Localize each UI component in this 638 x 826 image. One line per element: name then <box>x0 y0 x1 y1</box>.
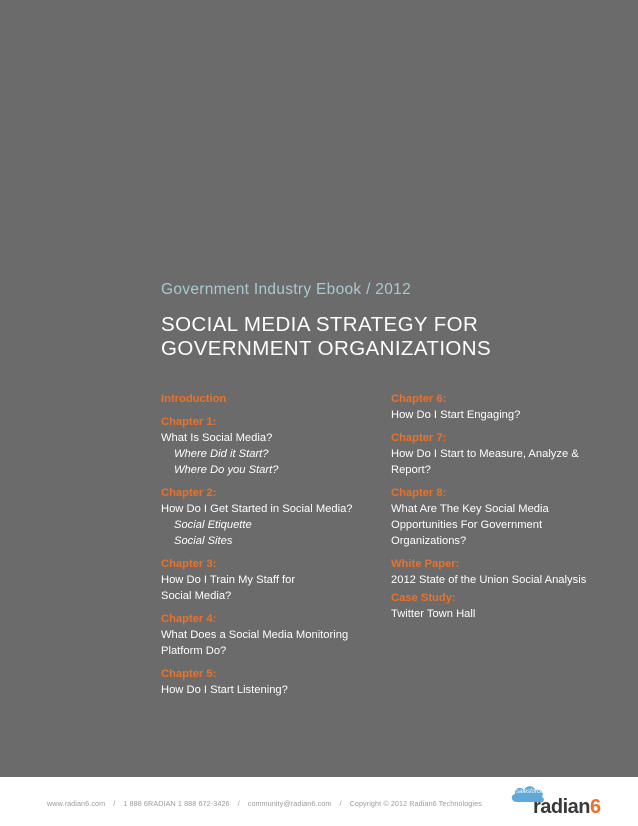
toc-title: What Are The Key Social Media <box>391 503 549 515</box>
toc-heading: Chapter 3: <box>161 558 217 570</box>
toc-subtitle: Social Sites <box>174 535 233 547</box>
toc-heading: Chapter 4: <box>161 613 217 625</box>
toc-subtitle: Where Did it Start? <box>174 448 269 460</box>
toc-heading: Chapter 6: <box>391 393 447 405</box>
footer-contact-line <box>47 799 482 808</box>
toc-title: What Does a Social Media Monitoring <box>161 629 349 641</box>
toc-left-column <box>161 391 401 705</box>
toc-chapter-7 <box>391 430 631 478</box>
radian6-wordmark <box>533 796 601 819</box>
toc-white-paper <box>391 556 631 588</box>
toc-introduction <box>161 391 401 407</box>
toc-title: 2012 State of the Union Social Analysis <box>391 574 587 586</box>
toc-chapter-4 <box>161 611 401 659</box>
toc-title: Report? <box>391 464 431 476</box>
toc-heading: Chapter 1: <box>161 416 217 428</box>
toc-title: How Do I Get Started in Social Media? <box>161 503 353 515</box>
footer-separator: / <box>237 799 240 808</box>
toc-case-study <box>391 590 631 622</box>
logo-digit: 6 <box>590 796 601 818</box>
footer-email-link[interactable]: community@radian6.com <box>247 799 332 808</box>
toc-heading: Chapter 2: <box>161 487 217 499</box>
toc-title: How Do I Start Engaging? <box>391 409 521 421</box>
salesforce-label: salesforce <box>516 789 544 795</box>
ebook-subtitle: Government Industry Ebook / 2012 <box>161 281 411 298</box>
toc-title: Twitter Town Hall <box>391 608 476 620</box>
toc-heading: Chapter 5: <box>161 668 217 680</box>
ebook-title <box>161 313 491 361</box>
footer-copyright: Copyright © 2012 Radian6 Technologies <box>349 799 482 808</box>
toc-chapter-5 <box>161 666 401 698</box>
toc-chapter-6 <box>391 391 631 423</box>
toc-heading: White Paper: <box>391 558 460 570</box>
toc-heading: Chapter 8: <box>391 487 447 499</box>
footer-separator: / <box>339 799 342 808</box>
toc-title: Social Media? <box>161 590 232 602</box>
toc-subtitle: Where Do you Start? <box>174 464 279 476</box>
toc-title: Opportunities For Government <box>391 519 543 531</box>
toc-title: How Do I Train My Staff for <box>161 574 296 586</box>
toc-title: How Do I Start to Measure, Analyze & <box>391 448 579 460</box>
toc-title: How Do I Start Listening? <box>161 684 288 696</box>
toc-chapter-2 <box>161 485 401 549</box>
toc-heading: Chapter 7: <box>391 432 447 444</box>
toc-chapter-3 <box>161 556 401 604</box>
toc-chapter-1 <box>161 414 401 478</box>
toc-title: Platform Do? <box>161 645 227 657</box>
toc-title: What Is Social Media? <box>161 432 273 444</box>
toc-chapter-8 <box>391 485 631 549</box>
logo-word-text: radian <box>533 796 591 818</box>
toc-right-column <box>391 391 631 629</box>
radian6-logo <box>508 782 608 820</box>
toc-title: Organizations? <box>391 535 467 547</box>
footer-separator: / <box>113 799 116 808</box>
footer-website-link[interactable]: www.radian6.com <box>47 799 106 808</box>
footer-phone: 1 888 6RADIAN 1 888 672-3426 <box>123 799 230 808</box>
title-line-1: SOCIAL MEDIA STRATEGY FOR <box>161 313 479 336</box>
toc-heading: Introduction <box>161 393 227 405</box>
title-line-2: GOVERNMENT ORGANIZATIONS <box>161 337 492 360</box>
toc-heading: Case Study: <box>391 592 456 604</box>
toc-subtitle: Social Etiquette <box>174 519 252 531</box>
